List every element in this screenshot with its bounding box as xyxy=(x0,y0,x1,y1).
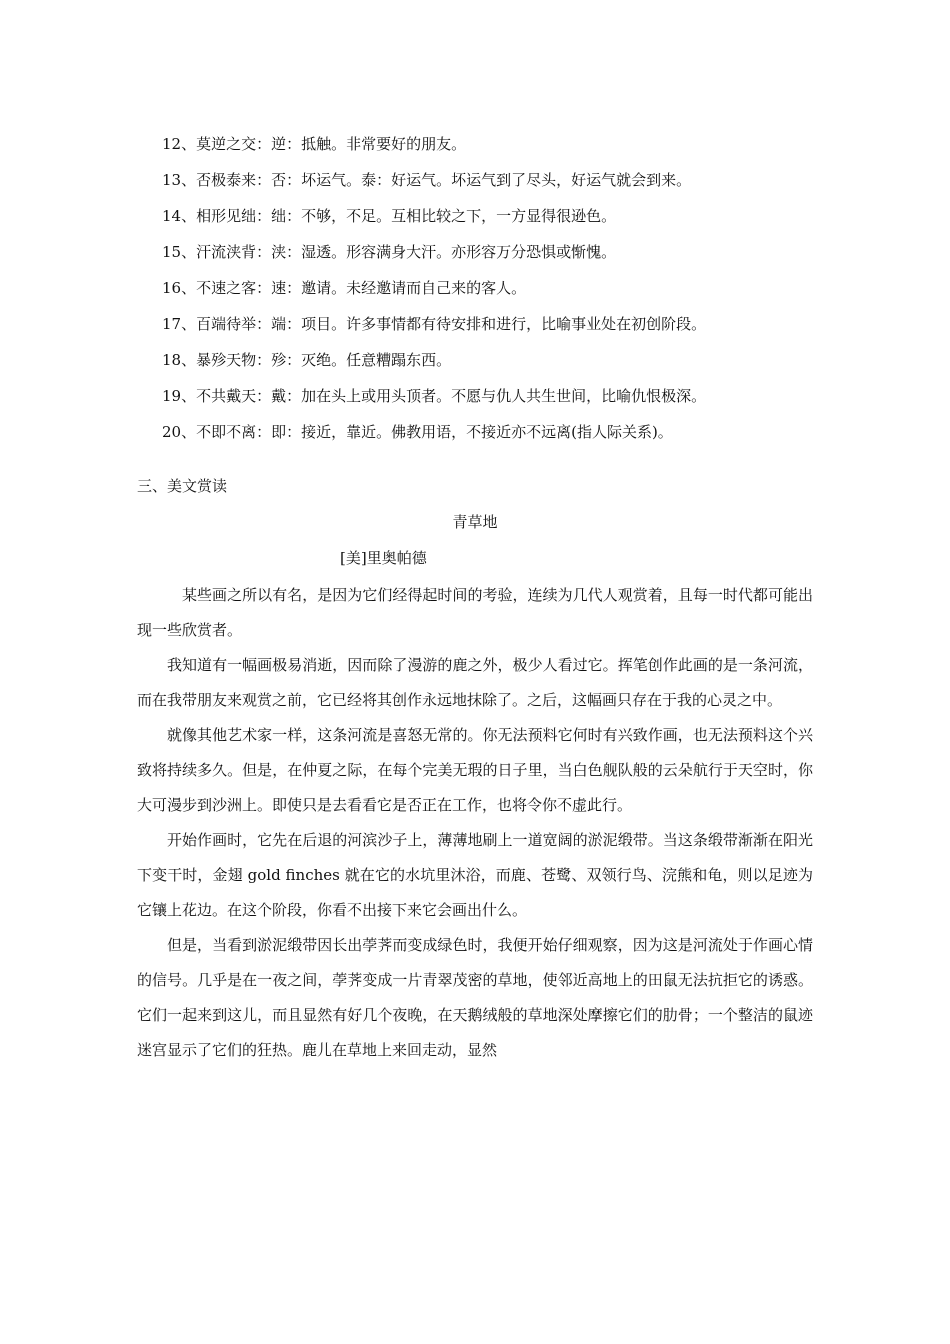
idiom-item: 16、不速之客：速：邀请。未经邀请而自己来的客人。 xyxy=(162,279,527,297)
article-paragraph: 开始作画时，它先在后退的河滨沙子上，薄薄地刷上一道宽阔的淤泥缎带。当这条缎带渐渐在阳光下变干时，金翅 gold finches 就在它的水坑里沐浴，而鹿、苍鹭、双领行鸟、浣熊和龟，则以足迹为它镶上花边。在这个阶段，你看不出接下来它会画出什么。 xyxy=(137,831,813,919)
idiom-item: 12、莫逆之交：逆：抵触。非常要好的朋友。 xyxy=(162,135,467,153)
idiom-item: 15、汗流浃背：浃：湿透。形容满身大汗。亦形容万分恐惧或惭愧。 xyxy=(162,243,617,261)
section-heading: 三、美文赏读 xyxy=(137,477,228,495)
idiom-item: 19、不共戴天：戴：加在头上或用头顶者。不愿与仇人共生世间，比喻仇恨极深。 xyxy=(162,387,707,405)
article-paragraph: 但是，当看到淤泥缎带因长出荸荠而变成绿色时，我便开始仔细观察，因为这是河流处于作画心情的信号。几乎是在一夜之间，荸荠变成一片青翠茂密的草地，使邻近高地上的田鼠无法抗拒它的诱惑。它们一起来到这儿，而且显然有好几个夜晚，在天鹅绒般的草地深处摩擦它们的肋骨；一个整洁的鼠迹迷宫显示了它们的狂热。鹿儿在草地上来回走动，显然 xyxy=(137,936,813,1059)
article-paragraph: 某些画之所以有名，是因为它们经得起时间的考验，连续为几代人观赏着，且每一时代都可能出现一些欣赏者。 xyxy=(137,586,813,639)
idiom-item: 17、百端待举：端：项目。许多事情都有待安排和进行，比喻事业处在初创阶段。 xyxy=(162,315,707,333)
idiom-list xyxy=(162,126,862,450)
article-author: [美]里奥帕德 xyxy=(340,549,427,567)
idiom-item: 13、否极泰来：否：坏运气。泰：好运气。坏运气到了尽头，好运气就会到来。 xyxy=(162,171,692,189)
idiom-item: 20、不即不离：即：接近，靠近。佛教用语，不接近亦不远离(指人际关系)。 xyxy=(162,423,673,441)
article-paragraph: 就像其他艺术家一样，这条河流是喜怒无常的。你无法预料它何时有兴致作画，也无法预料这个兴致将持续多久。但是，在仲夏之际，在每个完美无瑕的日子里，当白色舰队般的云朵航行于天空时，你大可漫步到沙洲上。即使只是去看看它是否正在工作，也将令你不虚此行。 xyxy=(137,726,813,814)
article-title: 青草地 xyxy=(452,513,498,531)
idiom-item: 18、暴殄天物：殄：灭绝。任意糟蹋东西。 xyxy=(162,351,452,369)
idiom-item: 14、相形见绌：绌：不够，不足。互相比较之下，一方显得很逊色。 xyxy=(162,207,617,225)
article-body xyxy=(137,578,813,1068)
article-paragraph: 我知道有一幅画极易消逝，因而除了漫游的鹿之外，极少人看过它。挥笔创作此画的是一条河流，而在我带朋友来观赏之前，它已经将其创作永远地抹除了。之后，这幅画只存在于我的心灵之中。 xyxy=(137,656,813,709)
